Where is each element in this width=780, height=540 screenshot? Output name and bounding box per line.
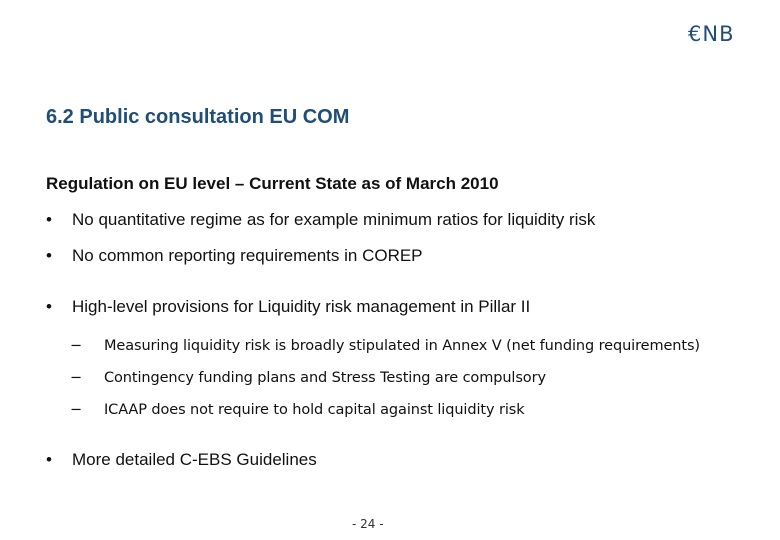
sub-bullet-text: Measuring liquidity risk is broadly stipulated in Annex V (net funding requirements) (104, 338, 700, 354)
bullet-text: High-level provisions for Liquidity risk management in Pillar II (72, 297, 531, 316)
bullet-marker: • (46, 450, 52, 469)
page-number: - 24 - (352, 517, 384, 531)
dash-marker: − (70, 370, 83, 386)
bullet-text: More detailed C-EBS Guidelines (72, 450, 317, 469)
dash-marker: − (70, 402, 83, 418)
bullet-marker: • (46, 210, 52, 229)
bullet-item (46, 246, 423, 266)
slide-subtitle: Regulation on EU level – Current State as of March 2010 (46, 174, 499, 193)
sub-bullet-item (70, 338, 700, 354)
bullet-item (46, 450, 317, 470)
sub-bullet-text: Contingency funding plans and Stress Testing are compulsory (104, 370, 546, 386)
dash-marker: − (70, 338, 83, 354)
bullet-text: No quantitative regime as for example minimum ratios for liquidity risk (72, 210, 596, 229)
sub-bullet-item (70, 370, 546, 386)
bullet-item (46, 210, 595, 230)
bullet-item (46, 297, 530, 317)
sub-bullet-item (70, 402, 525, 418)
bullet-marker: • (46, 297, 52, 316)
slide-title: 6.2 Public consultation EU COM (46, 106, 350, 128)
oenb-logo: €NB (688, 22, 735, 46)
sub-bullet-text: ICAAP does not require to hold capital against liquidity risk (104, 402, 525, 418)
bullet-marker: • (46, 246, 52, 265)
bullet-text: No common reporting requirements in COREP (72, 246, 423, 265)
